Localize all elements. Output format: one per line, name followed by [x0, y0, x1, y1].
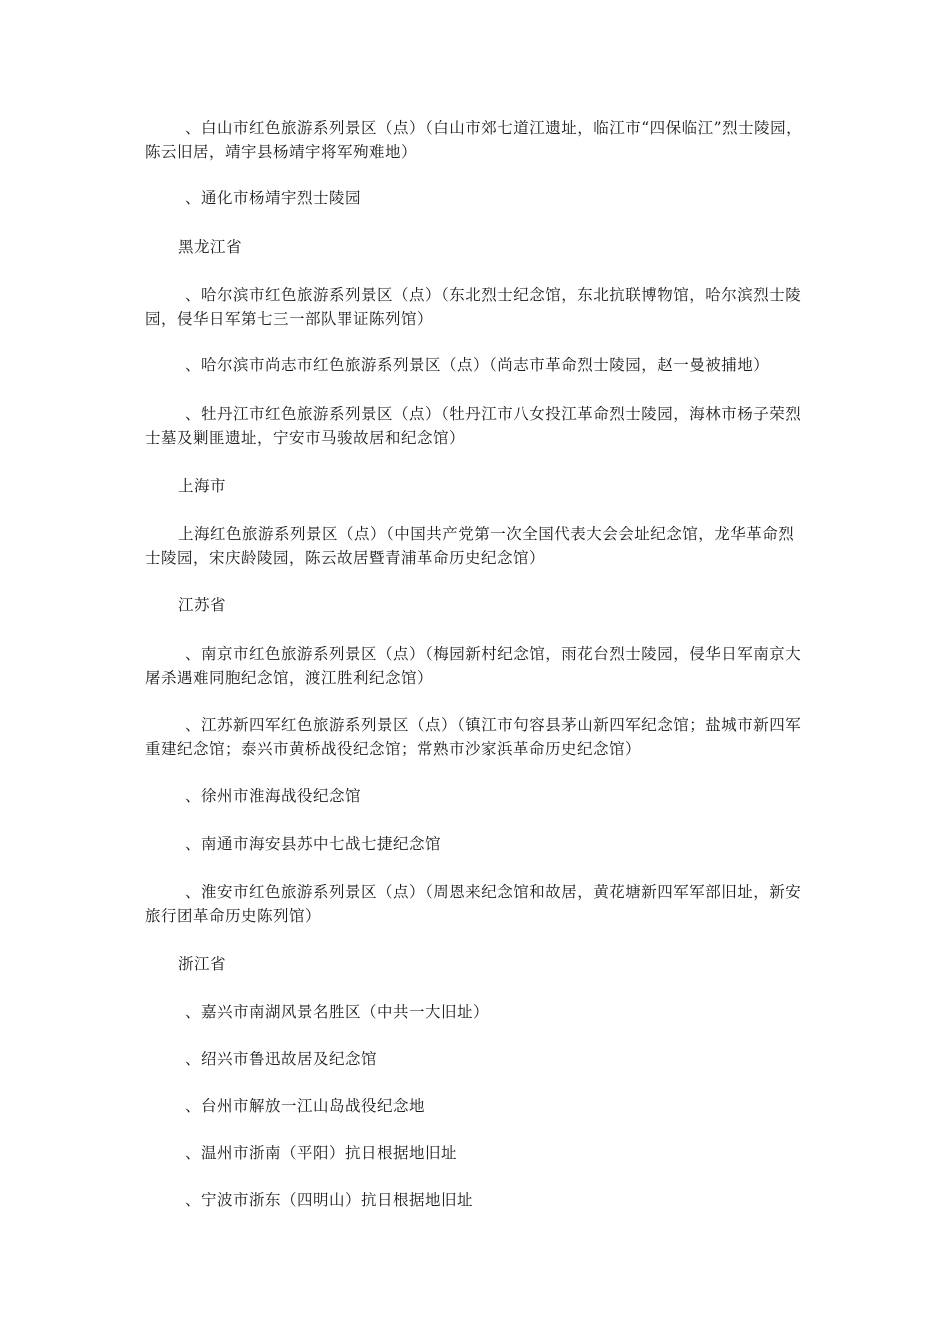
- heading-shanghai: 上海市: [178, 477, 227, 495]
- paragraph-wenzhou: 、温州市浙南（平阳）抗日根据地旧址: [185, 1144, 458, 1162]
- paragraph-shaoxing: 、绍兴市鲁迅故居及纪念馆: [185, 1050, 378, 1068]
- heading-jiangsu: 江苏省: [178, 596, 227, 614]
- heading-zhejiang: 浙江省: [178, 955, 227, 973]
- paragraph-shangzhi: 、哈尔滨市尚志市红色旅游系列景区（点）（尚志市革命烈士陵园，赵一曼被捕地）: [185, 356, 770, 374]
- paragraph-ningbo: 、宁波市浙东（四明山）抗日根据地旧址: [185, 1191, 474, 1209]
- paragraph-jiaxing: 、嘉兴市南湖风景名胜区（中共一大旧址）: [185, 1003, 490, 1021]
- paragraph-xuzhou: 、徐州市淮海战役纪念馆: [185, 787, 362, 805]
- paragraph-baishan: 、白山市红色旅游系列景区（点）（白山市郊七道江遗址，临江市“四保临江”烈士陵园，陈云旧居，靖宇县杨靖宇将军殉难地）: [145, 119, 803, 161]
- paragraph-nanjing: 、南京市红色旅游系列景区（点）（梅园新村纪念馆，雨花台烈士陵园，侵华日军南京大屠杀遇难同胞纪念馆，渡江胜利纪念馆）: [145, 645, 802, 687]
- paragraph-nantong: 、南通市海安县苏中七战七捷纪念馆: [185, 835, 442, 853]
- paragraph-huaian: 、淮安市红色旅游系列景区（点）（周恩来纪念馆和故居，黄花塘新四军军部旧址，新安旅行团革命历史陈列馆）: [145, 883, 802, 925]
- paragraph-tonghua: 、通化市杨靖宇烈士陵园: [185, 189, 362, 207]
- paragraph-new-fourth-army: 、江苏新四军红色旅游系列景区（点）（镇江市句容县茅山新四军纪念馆；盐城市新四军重建纪念馆；泰兴市黄桥战役纪念馆；常熟市沙家浜革命历史纪念馆）: [145, 716, 802, 758]
- paragraph-taizhou: 、台州市解放一江山岛战役纪念地: [185, 1097, 426, 1115]
- heading-heilongjiang: 黑龙江省: [178, 238, 243, 256]
- paragraph-harbin: 、哈尔滨市红色旅游系列景区（点）（东北烈士纪念馆，东北抗联博物馆，哈尔滨烈士陵园，侵华日军第七三一部队罪证陈列馆）: [145, 286, 802, 328]
- paragraph-mudanjiang: 、牡丹江市红色旅游系列景区（点）（牡丹江市八女投江革命烈士陵园，海林市杨子荣烈士墓及剿匪遗址，宁安市马骏故居和纪念馆）: [145, 405, 802, 447]
- paragraph-shanghai: 上海红色旅游系列景区（点）（中国共产党第一次全国代表大会会址纪念馆，龙华革命烈士陵园，宋庆龄陵园，陈云故居暨青浦革命历史纪念馆）: [145, 525, 795, 567]
